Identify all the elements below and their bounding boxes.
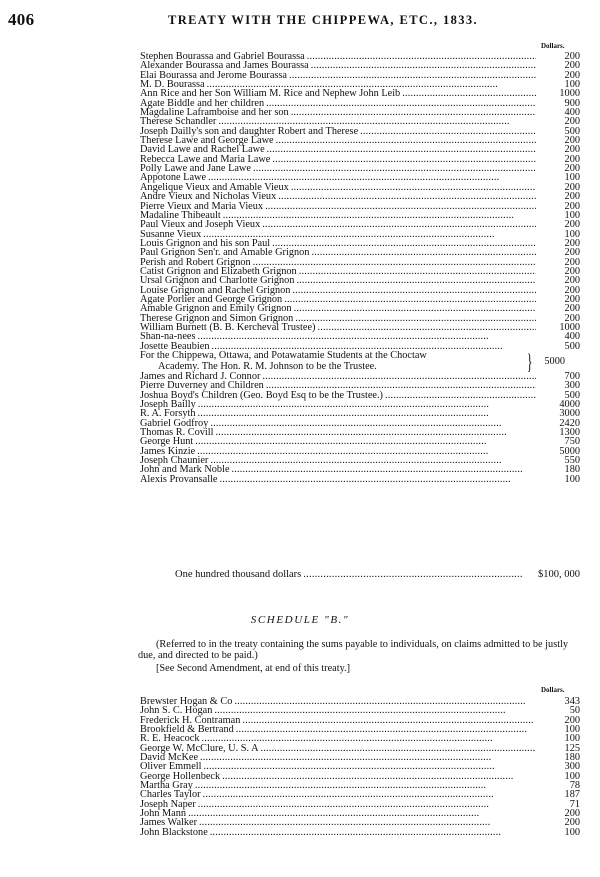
payee-name: Polly Lawe and Jane Lawe: [140, 163, 251, 175]
amount: 180: [564, 752, 580, 764]
payee-name: R. A. Forsyth: [140, 408, 196, 420]
payee-name: Rebecca Lawe and Maria Lawe: [140, 153, 271, 165]
leader-dots: [195, 437, 536, 446]
leader-dots: [188, 809, 536, 818]
page-number: 406: [8, 10, 35, 29]
ledger-row: [140, 220, 580, 229]
payee-name: David McKee: [140, 752, 199, 764]
payee-name: Madaline Thibeault: [140, 209, 221, 221]
payee-name: Joseph Bailly: [140, 399, 196, 411]
leader-dots: [220, 475, 537, 484]
leader-dots: [291, 183, 536, 192]
amount: 100: [564, 79, 580, 91]
amount: 300: [564, 761, 580, 773]
payee-name: Catist Grignon and Elizabeth Grignon: [140, 265, 297, 277]
ledger-row: [140, 809, 580, 818]
amount: 200: [564, 144, 580, 156]
amount: 100: [564, 770, 580, 782]
payee-name: Therese Lawe and George Lawe: [140, 135, 274, 147]
payee-name: Oliver Emmell: [140, 761, 202, 773]
leader-dots: [296, 276, 536, 285]
leader-dots: [199, 818, 536, 827]
leader-dots: [289, 71, 536, 80]
payee-name: Therese Schandler: [140, 116, 217, 128]
amount: 900: [564, 97, 580, 109]
payee-name: Brewster Hogan & Co: [140, 696, 233, 707]
payee-name: John S. C. Hogan: [140, 705, 213, 717]
total-label: One hundred thousand dollars: [175, 568, 302, 580]
brace-mark: }: [526, 349, 533, 374]
running-head: TREATY WITH THE CHIPPEWA, ETC., 1833.: [168, 13, 479, 27]
amount: 200: [564, 51, 580, 62]
schedule-b-amendment-note: [See Second Amendment, at end of this treaty.]: [156, 663, 351, 674]
leader-dots: [267, 145, 536, 154]
leader-dots: [236, 725, 536, 734]
leader-dots: [402, 89, 536, 98]
payee-name: Brookfield & Bertrand: [140, 724, 234, 736]
schedule-b-note: (Referred to in the treaty containing the sums payable to individuals, on claims admitted to be justly due, and directed to be paid.): [138, 639, 569, 661]
payee-name: John and Mark Noble: [140, 464, 230, 476]
leader-dots: [198, 800, 536, 809]
amount: 50: [569, 705, 580, 717]
leader-dots: [222, 772, 536, 781]
payee-name: Ursal Grignon and Charlotte Grignon: [140, 275, 295, 287]
leader-dots: [299, 267, 536, 276]
schedule-a-ledger: [140, 52, 580, 484]
payee-name: Paul Vieux and Joseph Vieux: [140, 219, 261, 231]
leader-dots: [198, 409, 536, 418]
double-entry-amount: 5000: [544, 355, 565, 367]
amount: 200: [564, 714, 580, 726]
payee-name: Joseph Dailly's son and daughter Robert and Therese: [140, 125, 359, 137]
ledger-row: [140, 437, 580, 446]
payee-name: Josette Beaubien: [140, 340, 210, 352]
leader-dots: [272, 155, 536, 164]
payee-name: George W. McClure, U. S. A: [140, 742, 259, 754]
schedule-b-ledger: [140, 697, 580, 837]
leader-dots: [278, 192, 536, 201]
amount: 400: [564, 331, 580, 343]
payee-name: William Burnett (B. B. Kercheval Trustee): [140, 321, 316, 333]
schedule-b-entries: [140, 697, 580, 837]
payee-name: Martha Gray: [140, 780, 193, 792]
leader-dots: [265, 202, 536, 211]
payee-name: Angelique Vieux and Amable Vieux: [140, 181, 289, 193]
amount: 200: [564, 808, 580, 820]
payee-name: Therese Grignon and Simon Grignon: [140, 312, 294, 324]
payee-name: Charles Taylor: [140, 789, 201, 801]
amount: 500: [564, 125, 580, 137]
payee-name: Ann Rice and her Son William M. Rice and Nephew John Leib: [140, 88, 401, 100]
amount: 200: [564, 116, 580, 128]
amount: 4000: [559, 399, 580, 411]
leader-dots: [198, 400, 536, 409]
amount: 200: [564, 219, 580, 231]
amount: 100: [564, 172, 580, 184]
leader-dots: [210, 419, 536, 428]
ledger-row: [140, 781, 580, 790]
payee-name: George Hollenbeck: [140, 770, 221, 782]
leader-dots: [197, 447, 536, 456]
amount: 100: [564, 733, 580, 745]
amount: 200: [564, 181, 580, 193]
amount: 550: [564, 455, 580, 467]
payee-name: Louise Grignon and Rachel Grignon: [140, 284, 291, 296]
amount: 200: [564, 817, 580, 829]
amount: 400: [564, 107, 580, 119]
leader-dots: [200, 753, 536, 762]
payee-name: Appotone Lawe: [140, 172, 207, 184]
ledger-row: [140, 391, 580, 400]
total-row: [175, 568, 580, 579]
amount: 200: [564, 275, 580, 287]
payee-name: Agate Porlier and George Grignon: [140, 293, 283, 305]
ledger-row: [140, 744, 580, 753]
amount: 200: [564, 69, 580, 81]
amount: 100: [564, 826, 580, 838]
amount: 300: [564, 380, 580, 392]
schedule-a-entries-after: [140, 372, 580, 484]
payee-name: James Kinzie: [140, 445, 196, 457]
amount: 343: [564, 696, 580, 707]
amount: 5000: [559, 445, 580, 457]
payee-name: R. E. Heacock: [140, 733, 200, 745]
schedule-a-entries: [140, 52, 580, 351]
amount: 200: [564, 163, 580, 175]
amount: 200: [564, 293, 580, 305]
schedule-a-double-entry: [140, 351, 580, 372]
leader-dots: [317, 323, 536, 332]
leader-dots: [203, 790, 536, 799]
payee-name: Gabriel Godfroy: [140, 417, 209, 429]
amount: 180: [564, 464, 580, 476]
leader-dots: [210, 456, 536, 465]
leader-dots: [311, 248, 536, 257]
payee-name: Joshua Boyd's Children (Geo. Boyd Esq to be the Trustee.): [140, 389, 383, 401]
amount: 200: [564, 60, 580, 72]
leader-dots: [294, 304, 536, 313]
amount: 700: [564, 371, 580, 382]
double-entry-text: [140, 351, 525, 372]
payee-name: Joseph Naper: [140, 798, 196, 810]
amount: 78: [569, 780, 580, 792]
ledger-row: [140, 725, 580, 734]
ledger-row: [140, 400, 580, 409]
ledger-row: [140, 772, 580, 781]
amount: 100: [564, 209, 580, 221]
amount: 200: [564, 191, 580, 203]
ledger-row: [140, 800, 580, 809]
leader-dots: [291, 108, 536, 117]
payee-name: James Walker: [140, 817, 198, 829]
leader-dots: [253, 164, 536, 173]
payee-name: Magdaline Laframboise and her son: [140, 107, 289, 119]
payee-name: Thomas R. Covill: [140, 427, 214, 439]
leader-dots: [360, 127, 536, 136]
leader-dots: [214, 706, 536, 715]
payee-name: Pierre Duverney and Children: [140, 380, 264, 392]
payee-name: John Blackstone: [140, 826, 208, 838]
leader-dots: [203, 762, 536, 771]
payee-name: Frederick H. Contraman: [140, 714, 241, 726]
leader-dots: [242, 716, 536, 725]
amount: 200: [564, 200, 580, 212]
payee-name: David Lawe and Rachel Lawe: [140, 144, 265, 156]
amount: 125: [564, 742, 580, 754]
ledger-row: [140, 753, 580, 762]
leader-dots: [292, 286, 536, 295]
payee-name: Paul Grignon Sen'r. and Amable Grignon: [140, 247, 310, 259]
leader-dots: [262, 220, 536, 229]
leader-dots: [216, 428, 536, 437]
schedule-a-unit-label: Dollars.: [541, 42, 565, 50]
schedule-a-total: [175, 568, 580, 579]
payee-name: Andre Vieux and Nicholas Vieux: [140, 191, 277, 203]
leader-dots: [261, 744, 536, 753]
payee-name: Alexis Provansalle: [140, 473, 218, 485]
leader-dots: [385, 391, 536, 400]
double-entry-line2: Academy. The Hon. R. M. Johnson to be the Trustee.: [158, 360, 377, 372]
amount: 200: [564, 247, 580, 259]
amount: 1000: [559, 88, 580, 100]
leader-dots: [276, 136, 536, 145]
payee-name: John Mann: [140, 808, 187, 820]
payee-name: Stephen Bourassa and Gabriel Bourassa: [140, 51, 305, 62]
leader-dots: [303, 570, 523, 579]
leader-dots: [234, 697, 536, 706]
amount: 200: [564, 312, 580, 324]
amount: 71: [569, 798, 580, 810]
ledger-row: [140, 323, 580, 332]
amount: 200: [564, 153, 580, 165]
payee-name: Susanne Vieux: [140, 228, 202, 240]
amount: 187: [564, 789, 580, 801]
amount: 100: [564, 228, 580, 240]
ledger-row: [140, 71, 580, 80]
amount: 200: [564, 135, 580, 147]
payee-name: Alexander Bourassa and James Bourassa: [140, 60, 309, 72]
payee-name: Louis Grignon and his son Paul: [140, 237, 271, 249]
leader-dots: [262, 372, 536, 381]
leader-dots: [266, 99, 536, 108]
amount: 100: [564, 724, 580, 736]
payee-name: Agate Biddle and her children: [140, 97, 265, 109]
amount: 1000: [559, 321, 580, 333]
amount: 200: [564, 256, 580, 268]
leader-dots: [311, 61, 536, 70]
ledger-row: [140, 164, 580, 173]
payee-name: Perish and Robert Grignon: [140, 256, 251, 268]
amount: 200: [564, 303, 580, 315]
ledger-row: [140, 475, 580, 484]
amount: 100: [564, 473, 580, 485]
payee-name: M. D. Bourassa: [140, 79, 205, 91]
leader-dots: [295, 314, 536, 323]
leader-dots: [307, 52, 536, 61]
payee-name: Joseph Chaunier: [140, 455, 209, 467]
leader-dots: [195, 781, 536, 790]
amount: 200: [564, 284, 580, 296]
payee-name: George Hunt: [140, 436, 194, 448]
leader-dots: [197, 332, 536, 341]
payee-name: Pierre Vieux and Maria Vieux: [140, 200, 264, 212]
ledger-row: [140, 828, 580, 837]
amount: 200: [564, 237, 580, 249]
leader-dots: [272, 239, 536, 248]
ledger-row: [140, 428, 580, 437]
amount: 750: [564, 436, 580, 448]
total-amount: $100, 000: [538, 568, 580, 580]
amount: 500: [564, 340, 580, 352]
schedule-b-title: SCHEDULE "B.": [250, 614, 350, 626]
amount: 2420: [559, 417, 580, 429]
leader-dots: [284, 295, 536, 304]
payee-name: Elai Bourassa and Jerome Bourassa: [140, 69, 287, 81]
payee-name: Amable Grignon and Emily Grignon: [140, 303, 292, 315]
amount: 1300: [559, 427, 580, 439]
ledger-row: [140, 790, 580, 799]
amount: 3000: [559, 408, 580, 420]
amount: 500: [564, 389, 580, 401]
payee-name: Shan-na-nees: [140, 331, 196, 343]
leader-dots: [210, 828, 536, 837]
payee-name: James and Richard J. Connor: [140, 371, 261, 382]
schedule-b-unit-label: Dollars.: [541, 686, 565, 694]
leader-dots: [232, 465, 536, 474]
leader-dots: [223, 211, 536, 220]
double-entry-line1: For the Chippewa, Ottawa, and Potawatamie Students at the Choctaw: [140, 350, 427, 361]
amount: 200: [564, 265, 580, 277]
